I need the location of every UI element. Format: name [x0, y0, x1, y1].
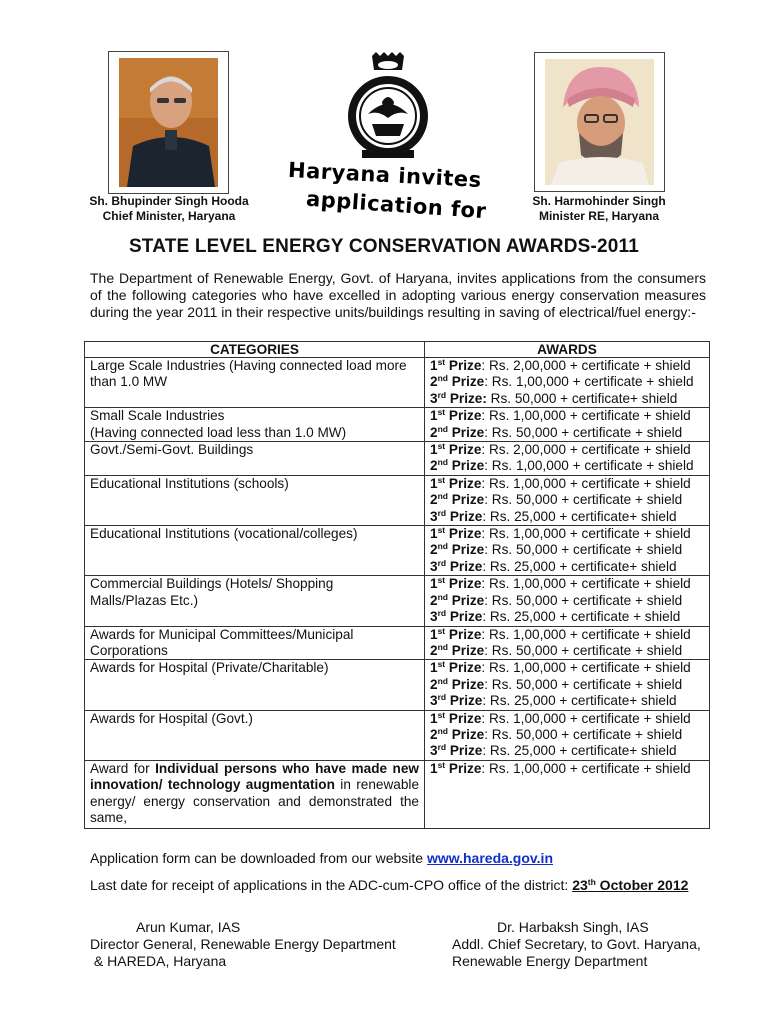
prize-line: 3rd Prize: Rs. 25,000 + certificate+ shield — [430, 692, 677, 709]
category-cell — [85, 710, 425, 760]
prize-line: 1st Prize: Rs. 1,00,000 + certificate + shield — [430, 659, 691, 676]
awards-cell — [425, 526, 710, 576]
awards-cell — [425, 408, 710, 442]
signatory-left — [90, 919, 396, 970]
table-row — [85, 660, 710, 710]
category-cell — [85, 526, 425, 576]
awards-cell — [425, 710, 710, 760]
signatory-left-org: & HAREDA, Haryana — [90, 953, 227, 969]
intro-paragraph: The Department of Renewable Energy, Govt. of Haryana, invites applications from the consumers of the following categories who have excelled in adopting various energy conservation measures during the year 2011 in their respective units/buildings resulting in saving of electrical/fuel energy:- — [90, 270, 706, 320]
prize-line: 3rd Prize: Rs. 25,000 + certificate+ shield — [430, 742, 677, 759]
lastdate-line — [90, 877, 688, 893]
lastdate-text: Last date for receipt of applications in the ADC-cum-CPO office of the district: — [90, 877, 573, 893]
awards-cell — [425, 660, 710, 710]
table-row — [85, 442, 710, 476]
category-text: Large Scale Industries (Having connected load more than 1.0 MW — [90, 358, 407, 390]
prize-line: 3rd Prize: Rs. 25,000 + certificate+ shield — [430, 557, 677, 574]
prize-line: 2nd Prize: Rs. 50,000 + certificate + shield — [430, 641, 683, 658]
left-photo-frame — [108, 51, 229, 194]
download-line — [90, 850, 553, 866]
category-cell — [85, 475, 425, 525]
table-row — [85, 760, 710, 829]
table-row — [85, 576, 710, 626]
right-photo-frame — [534, 52, 665, 192]
prize-line: 2nd Prize: Rs. 50,000 + certificate + shield — [430, 725, 683, 742]
category-cell — [85, 442, 425, 476]
signatory-right — [452, 919, 701, 970]
category-text: Commercial Buildings (Hotels/ Shopping — [90, 576, 334, 592]
category-text: Educational Institutions (schools) — [90, 475, 289, 491]
prize-line: 1st Prize: Rs. 1,00,000 + certificate + shield — [430, 575, 691, 592]
prize-line: 1st Prize: Rs. 1,00,000 + certificate + shield — [430, 625, 691, 642]
download-text: Application form can be downloaded from our website — [90, 850, 427, 866]
category-text: Awards for Hospital (Govt.) — [90, 710, 253, 726]
right-person-name: Sh. Harmohinder Singh — [532, 194, 666, 208]
signatory-right-title: Addl. Chief Secretary, to Govt. Haryana, — [452, 936, 701, 952]
category-text: Awards for Hospital (Private/Charitable) — [90, 660, 329, 676]
category-text: in renewable energy/ energy conservation and demonstrated the same, — [90, 777, 419, 825]
prize-line: 1st Prize: Rs. 2,00,000 + certificate + shield — [430, 357, 691, 373]
table-row — [85, 710, 710, 760]
category-text: Small Scale Industries — [90, 408, 225, 424]
category-text: Awards for Municipal Committees/Municipal Corporations — [90, 626, 354, 658]
category-text: Malls/Plazas Etc.) — [90, 592, 199, 608]
signatory-right-name: Dr. Harbaksh Singh, IAS — [497, 919, 649, 935]
prize-line: 2nd Prize: Rs. 50,000 + certificate + shield — [430, 591, 683, 608]
prize-line: 3rd Prize: Rs. 25,000 + certificate+ shield — [430, 507, 677, 524]
category-cell — [85, 408, 425, 442]
prize-line: 2nd Prize: Rs. 50,000 + certificate + shield — [430, 491, 683, 508]
invite-line-1: Haryana invites — [287, 157, 483, 193]
prize-line: 1st Prize: Rs. 1,00,000 + certificate + shield — [430, 709, 691, 726]
awards-cell — [425, 442, 710, 476]
awards-cell — [425, 358, 710, 408]
right-person-photo — [545, 59, 654, 185]
lastdate-value: 23th October 2012 — [572, 877, 689, 893]
signatory-left-title: Director General, Renewable Energy Department — [90, 936, 396, 952]
left-person-photo — [119, 58, 218, 187]
header-categories: CATEGORIES — [85, 342, 425, 358]
state-emblem-icon — [342, 52, 434, 160]
prize-line: 3rd Prize: Rs. 25,000 + certificate + shield — [430, 608, 681, 625]
right-person-designation: Minister RE, Haryana — [538, 209, 660, 223]
left-person-designation: Chief Minister, Haryana — [102, 209, 236, 223]
page-title: STATE LEVEL ENERGY CONSERVATION AWARDS-2011 — [128, 236, 640, 257]
category-cell — [85, 358, 425, 408]
category-text: Educational Institutions (vocational/colleges) — [90, 526, 358, 542]
prize-line: 2nd Prize: Rs. 1,00,000 + certificate + shield — [430, 457, 694, 474]
category-cell — [85, 626, 425, 660]
category-cell — [85, 660, 425, 710]
left-person-name: Sh. Bhupinder Singh Hooda — [89, 194, 249, 208]
table-row — [85, 408, 710, 442]
right-person-caption — [508, 194, 690, 224]
table-header-row — [85, 342, 710, 358]
category-cell — [85, 760, 425, 829]
prize-line: 2nd Prize: Rs. 50,000 + certificate + shield — [430, 541, 683, 558]
category-text: Govt./Semi-Govt. Buildings — [90, 442, 254, 458]
category-text: (Having connected load less than 1.0 MW) — [90, 424, 347, 440]
left-person-caption — [80, 194, 258, 224]
website-link[interactable]: www.hareda.gov.in — [426, 850, 553, 866]
awards-cell — [425, 626, 710, 660]
prize-line: 1st Prize: Rs. 1,00,000 + certificate + shield — [430, 474, 691, 491]
header-awards: AWARDS — [425, 342, 710, 358]
prize-line: 1st Prize: Rs. 2,00,000 + certificate + shield — [430, 441, 691, 458]
table-row — [85, 475, 710, 525]
prize-line: 1st Prize: Rs. 1,00,000 + certificate + shield — [430, 525, 691, 542]
awards-table — [84, 341, 710, 829]
signatory-right-dept: Renewable Energy Department — [452, 953, 648, 969]
prize-line: 2nd Prize: Rs. 50,000 + certificate + shield — [430, 675, 683, 692]
category-text: Award for — [90, 760, 156, 776]
table-row — [85, 358, 710, 408]
category-cell — [85, 576, 425, 626]
prize-line: 1st Prize: Rs. 1,00,000 + certificate + shield — [430, 759, 691, 776]
awards-cell — [425, 576, 710, 626]
prize-line: 1st Prize: Rs. 1,00,000 + certificate + shield — [430, 407, 691, 424]
prize-line: 2nd Prize: Rs. 50,000 + certificate + shield — [430, 423, 683, 440]
signatory-left-name: Arun Kumar, IAS — [136, 919, 241, 935]
prize-line: 2nd Prize: Rs. 1,00,000 + certificate + shield — [430, 373, 694, 390]
prize-line: 3rd Prize: Rs. 50,000 + certificate+ shield — [430, 389, 678, 406]
category-text-bold: Individual persons who have made new innovation/ technology augmentation — [90, 760, 419, 793]
table-row — [85, 526, 710, 576]
table-row — [85, 626, 710, 660]
awards-cell — [425, 760, 710, 829]
awards-cell — [425, 475, 710, 525]
invite-line-2: application for — [305, 186, 488, 224]
